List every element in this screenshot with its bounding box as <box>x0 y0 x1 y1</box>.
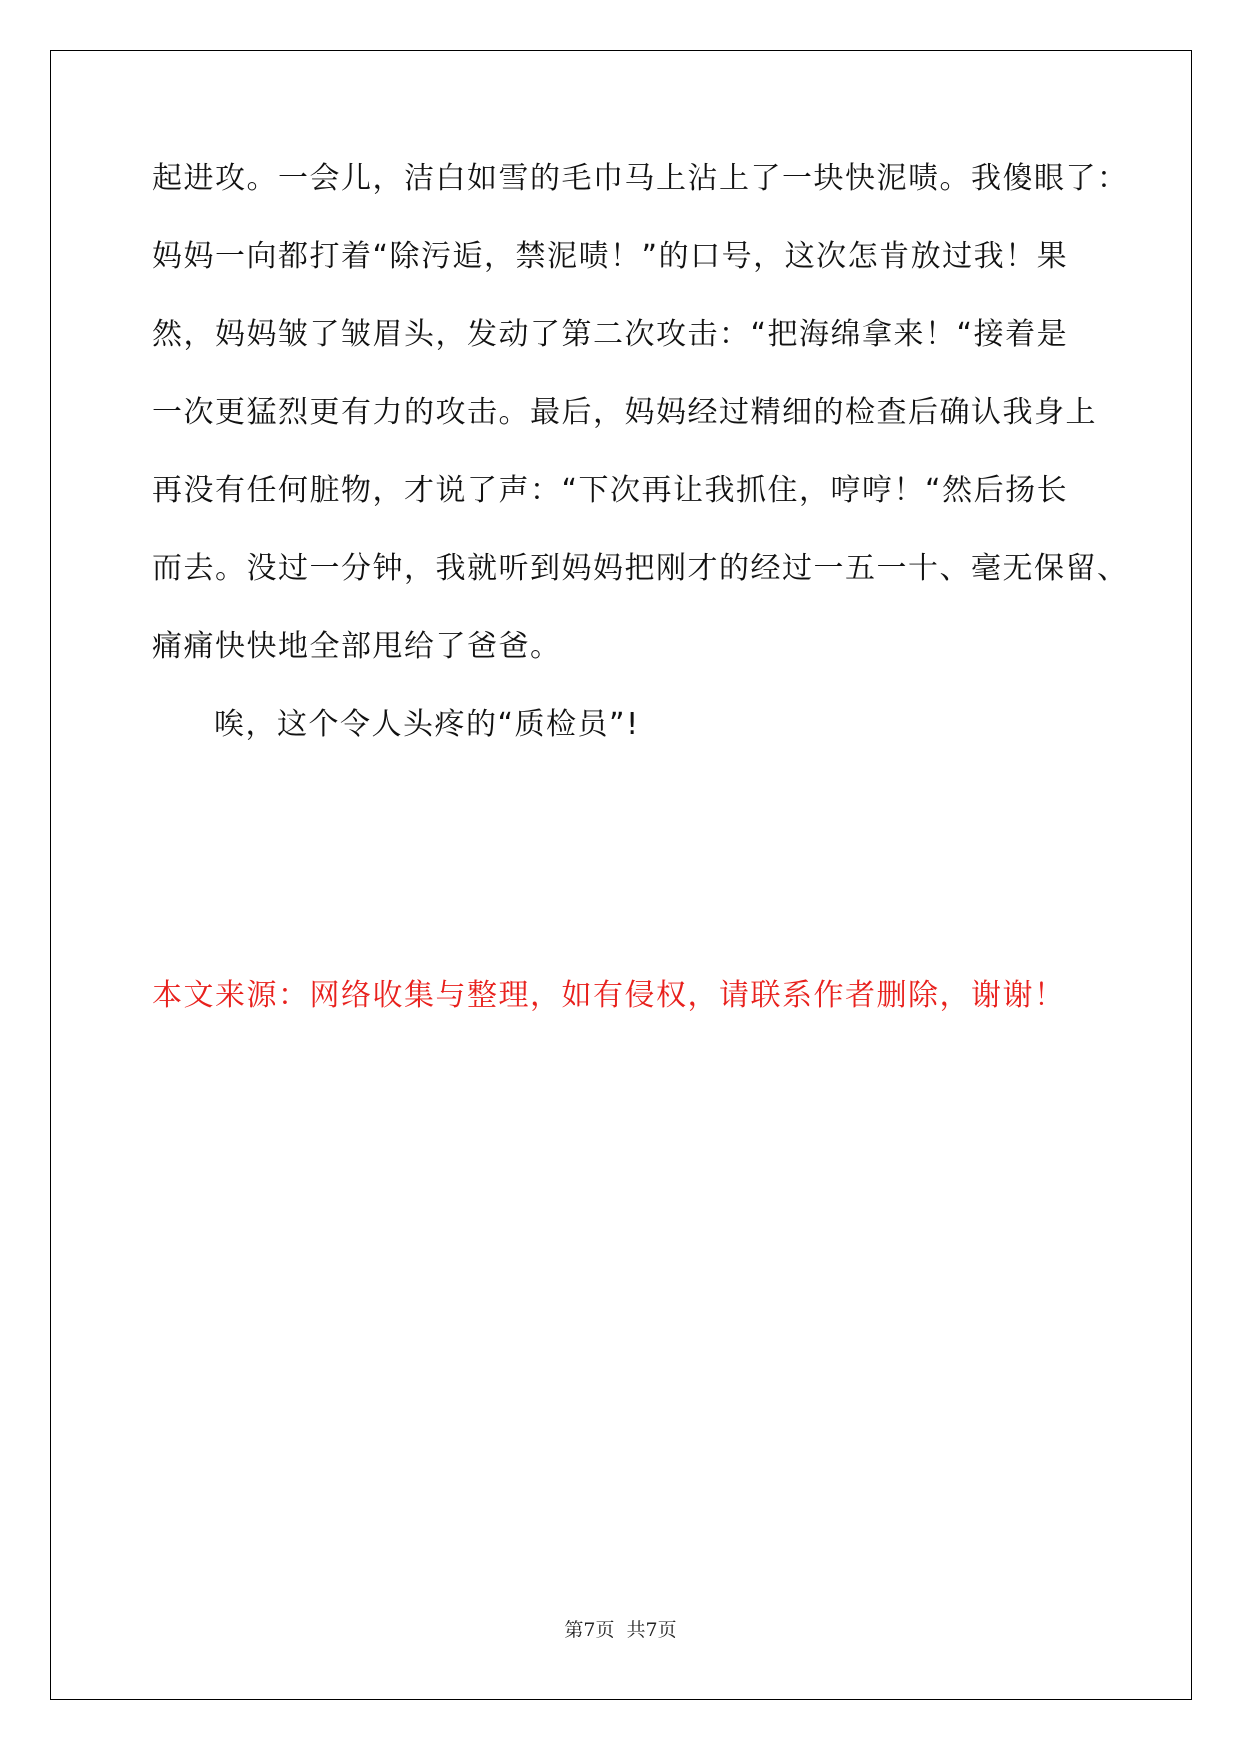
text-line: 妈妈一向都打着“除污逅，禁泥啧！”的口号，这次怎肯放过我！果 <box>152 239 1069 274</box>
closing-line: 唉，这个令人头疼的“质检员”! <box>214 707 640 742</box>
text-line: 然，妈妈皱了皱眉头，发动了第二次攻击：“把海绵拿来！“接着是 <box>152 317 1069 352</box>
text-line: 而去。没过一分钟，我就听到妈妈把刚才的经过一五一十、毫无保留、 <box>152 551 1129 586</box>
body-text <box>152 160 1129 784</box>
text-line: 起进攻。一会儿，洁白如雪的毛巾马上沾上了一块快泥啧。我傻眼了： <box>152 161 1129 196</box>
text-line: 痛痛快快地全部甩给了爸爸。 <box>152 629 562 664</box>
text-line: 一次更猛烈更有力的攻击。最后，妈妈经过精细的检查后确认我身上 <box>152 395 1097 430</box>
source-note: 本文来源：网络收集与整理，如有侵权，请联系作者删除，谢谢！ <box>152 978 1066 1013</box>
page-footer: 第7页 共7页 <box>564 1619 677 1641</box>
text-line: 再没有任何脏物，才说了声：“下次再让我抓住，哼哼！“然后扬长 <box>152 473 1069 508</box>
